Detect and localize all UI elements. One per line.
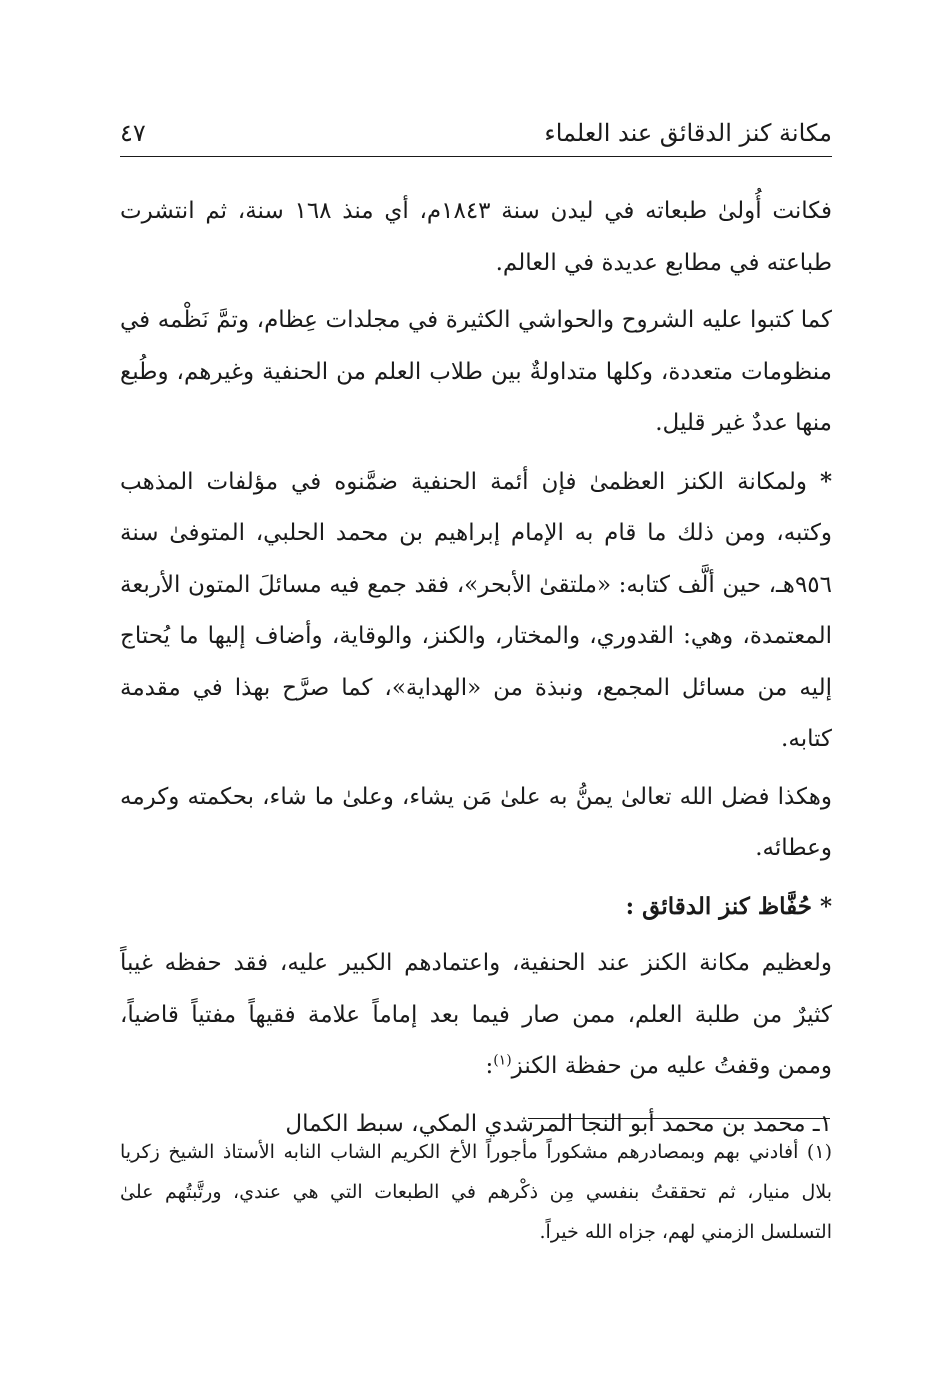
paragraph-memorizers-text: ولعظيم مكانة الكنز عند الحنفية، واعتمادهم الكبير عليه، فقد حفظه غيباً كثيرٌ من طلبة العلم، ممن صار فيما بعد إماماً علامة فقيهاً مفتياً قاضياً، وممن وقفتُ عليه من حفظة الكنز	[120, 950, 832, 1079]
paragraph-first-printing: فكانت أُولىٰ طبعاته في ليدن سنة ١٨٤٣م، أي منذ ١٦٨ سنة، ثم انتشرت طباعته في مطابع عديدة في العالم.	[120, 198, 833, 276]
paragraph-commentaries: كما كتبوا عليه الشروح والحواشي الكثيرة في مجلدات عِظام، وتمَّ نَظْمه في منظومات متعددة، وكلها متداولةٌ بين طلاب العلم من الحنفية وغيرهم، وطُبع منها عددٌ غير قليل.	[120, 307, 832, 436]
section-heading	[120, 881, 832, 933]
paragraph-status-text: ولمكانة الكنز العظمىٰ فإن أئمة الحنفية ضمَّنوه في مؤلفات المذهب وكتبه، ومن ذلك ما قام به الإمام إبراهيم بن محمد الحلبي، المتوفىٰ سنة ٩٥٦هـ، حين ألَّف كتابه: «ملتقىٰ الأبحر»، فقد جمع فيه مسائلَ المتون الأربعة المعتمدة، وهي: القدوري، والمختار، والكنز، والوقاية، وأضاف إليها ما يُحتاج إليه من مسائل المجمع، ونبذة من «الهداية»، كما صرَّح بهذا في مقدمة كتابه.	[120, 468, 832, 752]
body-text	[120, 186, 832, 1150]
footnote-divider	[528, 1118, 830, 1119]
heading-text: حُفَّاظ كنز الدقائق :	[625, 892, 812, 920]
list-item-first-memorizer: ١ـ محمد بن محمد أبو النجا المرشدي المكي، سبط الكمال	[285, 1110, 832, 1137]
heading-asterisk: *	[819, 892, 832, 920]
footnotes	[120, 1132, 832, 1252]
footnote-reference[interactable]: (١)	[493, 1052, 512, 1069]
asterisk-marker: *	[819, 467, 832, 495]
page-number: ٤٧	[120, 119, 146, 147]
footnote-1: (١) أفادني بهم وبمصادرهم مشكوراً مأجوراً الأخ الكريم الشاب النابه الأستاذ الشيخ زكريا بلال منيار، ثم تحققتُ بنفسي مِن ذكْرهم في الطبعات التي هي عندي، ورتَّبتُهم علىٰ التسلسل الزمني لهم، جزاه الله خيراً.	[120, 1141, 832, 1243]
paragraph-memorizers	[120, 938, 832, 1093]
paragraph-divine-grace: وهكذا فضل الله تعالىٰ يمنُّ به علىٰ مَن يشاء، وعلىٰ ما شاء، بحكمته وكرمه وعطائه.	[120, 783, 832, 861]
paragraph-status	[120, 456, 832, 766]
running-header	[120, 112, 832, 157]
paragraph-memorizers-end: :	[485, 1053, 494, 1079]
header-title: مكانة كنز الدقائق عند العلماء	[544, 119, 832, 147]
